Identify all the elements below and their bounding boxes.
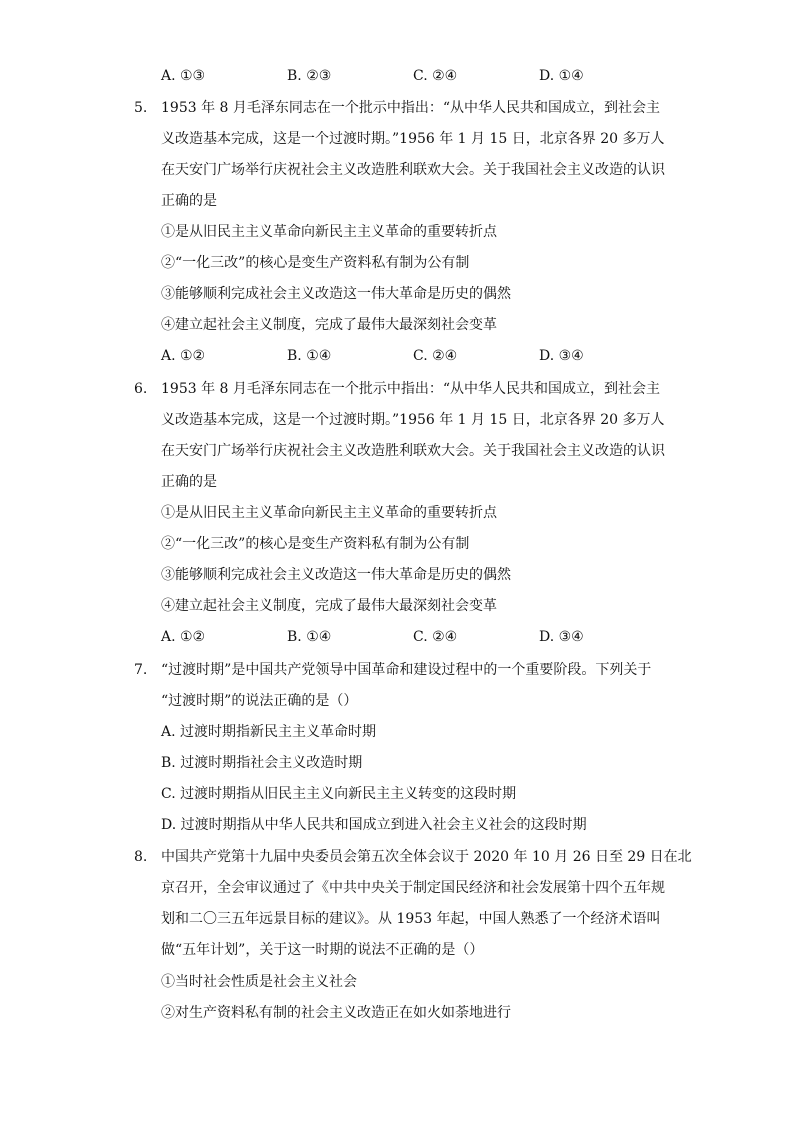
option-a[interactable]: A. ①②	[161, 629, 206, 645]
statement-item: ①当时社会性质是社会主义社会	[161, 974, 357, 990]
question-stem-line: 做“五年计划”，关于这一时期的说法不正确的是（）	[161, 942, 484, 958]
question-stem-line: 义改造基本完成，这是一个过渡时期。”1956 年 1 月 15 日，北京各界 20 多万人	[161, 412, 665, 428]
option-c[interactable]: C. 过渡时期指从旧民主主义向新民主主义转变的这段时期	[161, 786, 517, 802]
option-d[interactable]: D. ①④	[539, 68, 584, 84]
option-d[interactable]: D. 过渡时期指从中华人民共和国成立到进入社会主义社会的这段时期	[161, 817, 587, 833]
option-d[interactable]: D. ③④	[539, 629, 584, 645]
option-a[interactable]: A. ①②	[161, 348, 206, 364]
option-b[interactable]: B. ①④	[287, 348, 332, 364]
statement-item: ②“一化三改”的核心是变生产资料私有制为公有制	[161, 255, 470, 271]
question-number: 5.	[134, 100, 148, 116]
option-b[interactable]: B. ①④	[287, 629, 332, 645]
question-stem-line: “过渡时期”的说法正确的是（）	[161, 693, 358, 709]
statement-item: ①是从旧民主主义革命向新民主主义革命的重要转折点	[161, 224, 497, 240]
option-a[interactable]: A. 过渡时期指新民主主义革命时期	[161, 724, 377, 740]
question-stem-line: 京召开，全会审议通过了《中共中央关于制定国民经济和社会发展第十四个五年规	[161, 880, 665, 896]
question-number: 6.	[134, 381, 148, 397]
option-b[interactable]: B. ②③	[287, 68, 332, 84]
statement-item: ②对生产资料私有制的社会主义改造正在如火如荼地进行	[161, 1005, 511, 1021]
option-c[interactable]: C. ②④	[413, 629, 458, 645]
option-d[interactable]: D. ③④	[539, 348, 584, 364]
statement-item: ①是从旧民主主义革命向新民主主义革命的重要转折点	[161, 505, 497, 521]
option-c[interactable]: C. ②④	[413, 68, 458, 84]
question-stem-line: 1953 年 8 月毛泽东同志在一个批示中指出：“从中华人民共和国成立，到社会主	[161, 381, 661, 397]
option-a[interactable]: A. ①③	[161, 68, 206, 84]
question-stem-line: 义改造基本完成，这是一个过渡时期。”1956 年 1 月 15 日，北京各界 20 多万人	[161, 131, 665, 147]
statement-item: ④建立起社会主义制度，完成了最伟大最深刻社会变革	[161, 317, 497, 333]
question-stem-line: “过渡时期”是中国共产党领导中国革命和建设过程中的一个重要阶段。下列关于	[161, 662, 652, 678]
question-stem-line: 划和二〇三五年远景目标的建议》。从 1953 年起，中国人熟悉了一个经济术语叫	[161, 911, 661, 927]
question-stem-line: 在天安门广场举行庆祝社会主义改造胜利联欢大会。关于我国社会主义改造的认识	[161, 443, 665, 459]
statement-item: ③能够顺利完成社会主义改造这一伟大革命是历史的偶然	[161, 286, 511, 302]
statement-item: ②“一化三改”的核心是变生产资料私有制为公有制	[161, 536, 470, 552]
option-c[interactable]: C. ②④	[413, 348, 458, 364]
statement-item: ④建立起社会主义制度，完成了最伟大最深刻社会变革	[161, 598, 497, 614]
question-stem-line: 中国共产党第十九届中央委员会第五次全体会议于 2020 年 10 月 26 日至 29 日在北	[161, 849, 692, 865]
question-stem-line: 正确的是	[161, 474, 217, 490]
question-stem-line: 1953 年 8 月毛泽东同志在一个批示中指出：“从中华人民共和国成立，到社会主	[161, 100, 661, 116]
statement-item: ③能够顺利完成社会主义改造这一伟大革命是历史的偶然	[161, 567, 511, 583]
question-number: 8.	[134, 849, 148, 865]
question-stem-line: 正确的是	[161, 193, 217, 209]
question-number: 7.	[134, 662, 148, 678]
question-stem-line: 在天安门广场举行庆祝社会主义改造胜利联欢大会。关于我国社会主义改造的认识	[161, 162, 665, 178]
option-b[interactable]: B. 过渡时期指社会主义改造时期	[161, 755, 363, 771]
